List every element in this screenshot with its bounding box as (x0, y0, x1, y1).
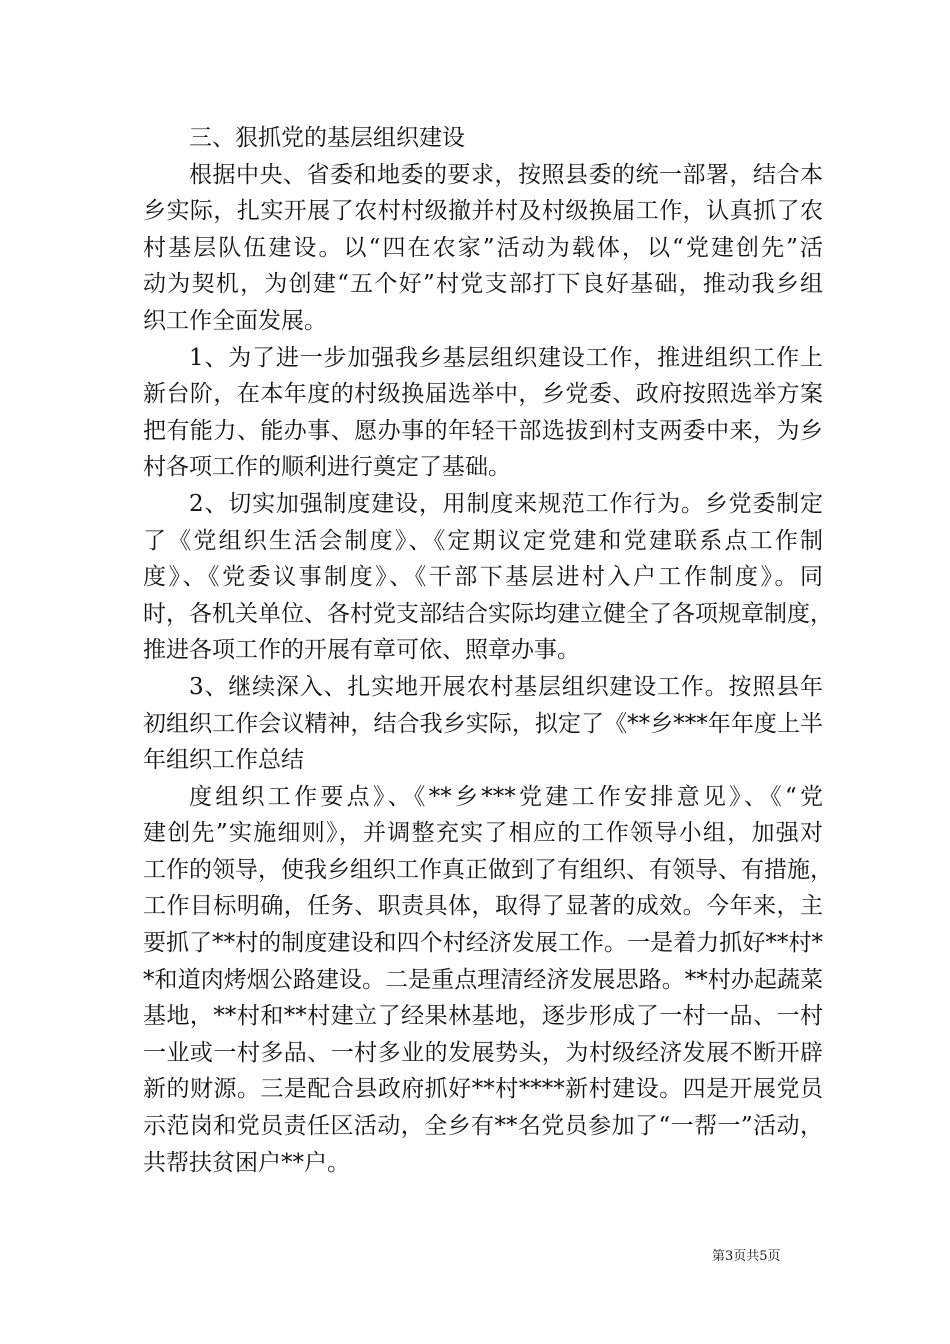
paragraph-line: 村各项工作的顺利进行奠定了基础。 (143, 454, 511, 481)
paragraph-line: 基地，**村和**村建立了经果林基地，逐步形成了一村一品、一村 (143, 1003, 823, 1030)
paragraph-line: 初组织工作会议精神，结合我乡实际，拟定了《**乡***年年度上半 (143, 710, 823, 737)
paragraph (143, 157, 823, 340)
paragraph-line: 一业或一村多品、一村多业的发展势头，为村级经济发展不断开辟 (143, 1039, 823, 1066)
paragraph-line: 织工作全面发展。 (143, 307, 327, 334)
paragraph-line: 工作目标明确，任务、职责具体，取得了显著的成效。今年来，主 (143, 893, 823, 920)
paragraph-line: *和道肉烤烟公路建设。二是重点理清经济发展思路。**村办起蔬菜 (143, 966, 823, 993)
paragraph-line: 2、切实加强制度建设，用制度来规范工作行为。乡党委制定 (189, 490, 823, 517)
paragraph-line: 建创先”实施细则》，并调整充实了相应的工作领导小组，加强对 (143, 820, 823, 847)
paragraph-line: 推进各项工作的开展有章可依、照章办事。 (143, 637, 580, 664)
paragraph-line: 时，各机关单位、各村党支部结合实际均建立健全了各项规章制度， (143, 600, 833, 627)
paragraph (143, 340, 823, 486)
paragraph-line: 乡实际，扎实开展了农村村级撤并村及村级换届工作，认真抓了农 (143, 198, 823, 225)
paragraph (143, 486, 833, 669)
paragraph-line: 动为契机，为创建“五个好”村党支部打下良好基础，推动我乡组 (143, 271, 823, 298)
paragraph-line: 3、继续深入、扎实地开展农村基层组织建设工作。按照县年 (189, 673, 823, 700)
paragraph-line: 1、为了进一步加强我乡基层组织建设工作，推进组织工作上 (189, 344, 823, 371)
paragraph-line: 了《党组织生活会制度》、《定期议定党建和党建联系点工作制 (143, 527, 823, 554)
paragraph-line: 工作的领导，使我乡组织工作真正做到了有组织、有领导、有措施， (143, 856, 833, 883)
paragraph-line: 要抓了**村的制度建设和四个村经济发展工作。一是着力抓好**村* (143, 930, 823, 957)
document-body (143, 120, 833, 1181)
paragraph-line: 示范岗和党员责任区活动，全乡有**名党员参加了“一帮一”活动， (143, 1113, 823, 1140)
paragraph (143, 669, 823, 779)
page-number: 第3页共5页 (712, 1249, 781, 1264)
paragraph-line: 年组织工作总结 (143, 747, 304, 774)
paragraph (143, 779, 833, 1182)
paragraph-line: 共帮扶贫困户**户。 (143, 1149, 350, 1176)
paragraph-line: 把有能力、能办事、愿办事的年轻干部选拔到村支两委中来，为乡 (143, 417, 823, 444)
paragraph-line: 新的财源。三是配合县政府抓好**村****新村建设。四是开展党员 (143, 1076, 823, 1103)
paragraph-line: 度组织工作要点》、《**乡***党建工作安排意见》、《“党 (189, 783, 823, 810)
paragraph-line: 根据中央、省委和地委的要求，按照县委的统一部署，结合本 (189, 161, 823, 188)
section-heading: 三、狠抓党的基层组织建设 (189, 125, 465, 151)
paragraph-line: 村基层队伍建设。以“四在农家”活动为载体，以“党建创先”活 (143, 234, 823, 261)
paragraph-line: 度》、《党委议事制度》、《干部下基层进村入户工作制度》。同 (143, 564, 823, 591)
paragraph-line: 新台阶，在本年度的村级换届选举中，乡党委、政府按照选举方案 (143, 381, 823, 408)
